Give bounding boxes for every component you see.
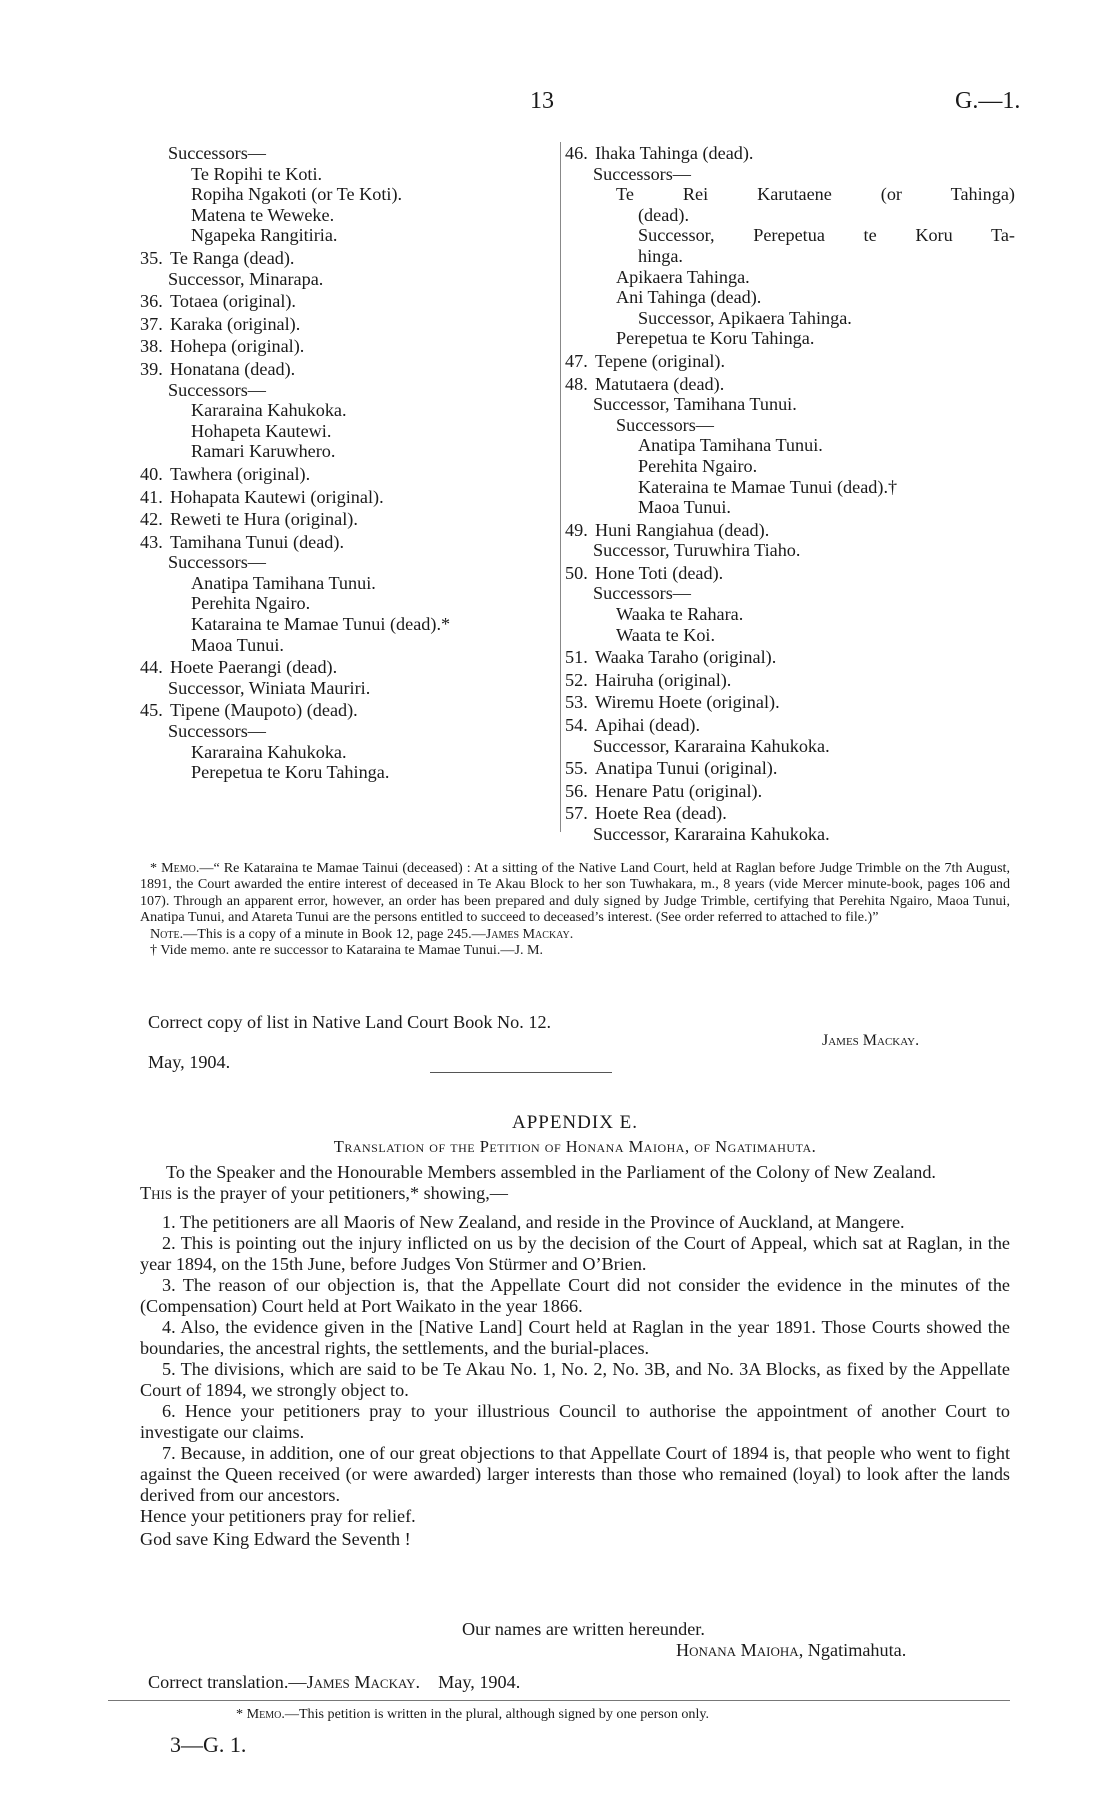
list-entry [140,532,560,553]
entry-number: 55. [565,758,588,779]
signatory-place: , Ngatimahuta. [798,1640,907,1660]
translation-line [148,1672,520,1693]
entry-number: 45. [140,700,163,721]
document-reference: G.—1. [955,88,1021,114]
list-entry [565,647,1015,668]
petition-footnote [236,1706,709,1723]
petition-body [140,1162,1010,1550]
list-subentry: Successor, Turuwhira Tiaho. [593,540,801,561]
note-signature: James Mackay. [485,925,574,942]
petition-paragraphs [140,1212,1010,1506]
signatory-line [676,1640,906,1661]
list-entry [140,700,560,721]
list-subentry: Successor, Kararaina Kahukoka. [593,735,830,756]
entry-text: Tamihana Tunui (dead). [170,531,345,552]
list-subentry: Perehita Ngairo. [638,455,758,476]
entry-text: Hone Toti (dead). [595,562,724,583]
entry-number: 56. [565,780,588,801]
list-entry [565,758,1015,779]
entry-number: 43. [140,531,163,552]
entry-text: Hohepa (original). [170,336,305,357]
list-entry [565,692,1015,713]
list-entry [565,715,1015,736]
list-subentry: Successors— [168,143,266,163]
entry-text: Matutaera (dead). [595,373,725,394]
list-subentry: Successor, Winiata Mauriri. [168,677,371,698]
list-entry [565,351,1015,372]
left-column-list [140,143,560,783]
list-subentry: Successor, Kararaina Kahukoka. [593,824,830,844]
list-subentry: hinga. [638,245,683,266]
entry-text: Hairuha (original). [595,669,732,690]
entry-number: 48. [565,373,588,394]
entry-text: Wiremu Hoete (original). [595,692,780,713]
list-entry [565,781,1015,802]
footnote-label: * Memo. [236,1706,285,1722]
entry-text: Tawhera (original). [170,463,311,484]
entry-text: Apihai (dead). [595,715,701,736]
petition-paragraph: 3. The reason of our objection is, that the Appellate Court did not consider the evidence in the minutes of the (Compensation) Court held at Port Waikato in the year 1866. [140,1275,1010,1316]
list-subentry: Successors— [168,379,266,400]
god-save-line: God save King Edward the Seventh ! [140,1529,411,1549]
list-entry [140,509,560,530]
list-subentry: Hohapeta Kautewi. [191,420,332,441]
petition-prayer [140,1183,1010,1204]
list-entry [565,670,1015,691]
petition-paragraph: 6. Hence your petitioners pray to your illustrious Council to authorise the appointment of another Court to investigate our claims. [140,1401,1010,1442]
petition-relief: Hence your petitioners pray for relief. [140,1506,416,1526]
entry-number: 38. [140,336,163,357]
entry-text: Reweti te Hura (original). [170,509,358,530]
list-entry [565,374,1015,395]
entry-number: 46. [565,143,588,163]
list-subentry: Kararaina Kahukoka. [191,741,347,762]
list-subentry: Successors— [168,721,266,742]
correct-copy-line: Correct copy of list in Native Land Court Book No. 12. [148,1012,552,1032]
memo-text: —“ Re Kataraina te Mamae Tainui (deceased) : At a sitting of the Native Land Court, held at Raglan before Judge Trimble on the 7th August, 1891, the Court awarded the entire interest of deceased in Te Akau Block to her son Tuwhakara, m., 8 years (vide Mercer minute-book, pages 106 and 107). Through an apparent error, however, an order has been prepared and duly signed by Judge Trimble, certifying that Perehita Ngairo, Maoa Tunui, Anatipa Tunui, and Atareta Tunui are the persons entitled to succeed to deceased’s interest. (See order referred to attached to file.)” [140,860,1010,926]
entry-number: 52. [565,669,588,690]
list-subentry: Successors— [593,583,691,604]
entry-text: Honatana (dead). [170,358,296,379]
list-subentry: (dead). [638,204,689,225]
entry-number: 41. [140,486,163,507]
entry-text: Huni Rangiahua (dead). [595,519,770,540]
list-subentry: Successor, Perepetua te Koru Ta- [638,225,1015,246]
list-entry [140,657,560,678]
footnote-rule [108,1700,1010,1701]
entry-text: Ihaka Tahinga (dead). [595,143,754,163]
translation-lead: Correct translation.— [148,1672,307,1692]
list-subentry: Ngapeka Rangitiria. [191,225,338,246]
page-number: 13 [530,88,554,114]
mackay-signature: James Mackay. [822,1032,920,1049]
entry-text: Totaea (original). [170,291,296,312]
memo-footnote [140,860,1010,958]
dagger-note: † Vide memo. ante re successor to Kataraina te Mamae Tunui.—J. M. [150,942,544,959]
entry-number: 54. [565,715,588,736]
page-footer-ref: 3—G. 1. [170,1732,247,1757]
entry-number: 44. [140,657,163,678]
list-subentry: Kararaina Kahukoka. [191,400,347,421]
petition-paragraph: 4. Also, the evidence given in the [Native Land] Court held at Raglan in the year 1891. Those Courts showed the boundaries, the ancestral rights, the settlements, and the burial-places. [140,1317,1010,1358]
petition-address: To the Speaker and the Honourable Members assembled in the Parliament of the Colony of New Zealand. [166,1162,936,1182]
entry-text: Anatipa Tunui (original). [595,758,778,779]
signatory-name: Honana Maioha [676,1640,799,1660]
list-subentry: Matena te Weweke. [191,204,335,225]
entry-text: Te Ranga (dead). [170,247,295,268]
list-subentry: Perepetua te Koru Tahinga. [191,762,390,783]
list-subentry: Waata te Koi. [616,624,716,645]
entry-number: 53. [565,692,588,713]
section-divider [430,1072,612,1073]
list-entry [140,359,560,380]
list-entry [140,291,560,312]
list-subentry: Ani Tahinga (dead). [616,287,762,308]
appendix-subtitle: Translation of the Petition of Honana Maioha, of Ngatimahuta. [333,1137,817,1156]
prayer-rest: is the prayer of your petitioners,* showing,— [172,1183,508,1203]
petition-paragraph: 5. The divisions, which are said to be Te Akau No. 1, No. 2, No. 3B, and No. 3A Blocks, as fixed by the Appellate Court of 1894, we strongly object to. [140,1359,1010,1400]
entry-number: 36. [140,291,163,312]
list-subentry: Maoa Tunui. [191,634,284,655]
translation-signature: James Mackay. [306,1672,421,1692]
entry-number: 47. [565,350,588,371]
list-date: May, 1904. [148,1052,231,1072]
entry-number: 42. [140,509,163,530]
entry-text: Hohapata Kautewi (original). [170,486,384,507]
entry-text: Karaka (original). [170,313,301,334]
entry-number: 57. [565,803,588,824]
entry-text: Hoete Paerangi (dead). [170,657,338,678]
entry-text: Henare Patu (original). [595,780,763,801]
note-text: —This is a copy of a minute in Book 12, page 245.— [183,925,486,942]
list-entry [565,563,1015,584]
entry-number: 35. [140,247,163,268]
list-subentry: Successor, Apikaera Tahinga. [638,307,852,328]
list-subentry: Successor, Tamihana Tunui. [593,394,797,415]
list-subentry: Kataraina te Mamae Tunui (dead).* [191,614,451,635]
petition-paragraph: 2. This is pointing out the injury inflicted on us by the decision of the Court of Appeal, which sat at Raglan, in the year 1894, on the 15th June, before Judges Von Stürmer and O’Brien. [140,1233,1010,1274]
entry-number: 39. [140,358,163,379]
memo-label: * Memo. [150,860,200,876]
entry-number: 40. [140,463,163,484]
petition-paragraph: 1. The petitioners are all Maoris of New Zealand, and reside in the Province of Auckland, at Mangere. [162,1212,905,1232]
footnote-text: —This petition is written in the plural, although signed by one person only. [284,1706,710,1722]
list-subentry: Apikaera Tahinga. [616,266,750,287]
entry-text: Hoete Rea (dead). [595,803,727,824]
list-subentry: Te Rei Karutaene (or Tahinga) [616,184,1015,205]
list-subentry: Anatipa Tamihana Tunui. [638,435,823,456]
list-subentry: Successor, Minarapa. [168,268,324,289]
list-entry [565,143,1015,164]
list-entry [140,487,560,508]
list-entry [140,464,560,485]
entry-number: 49. [565,519,588,540]
list-entry [140,248,560,269]
list-subentry: Te Ropihi te Koti. [191,163,323,184]
entry-number: 51. [565,647,588,668]
column-divider [560,142,561,832]
list-subentry: Perepetua te Koru Tahinga. [616,328,815,349]
entry-number: 37. [140,313,163,334]
entry-text: Tepene (original). [595,350,726,371]
list-entry [140,314,560,335]
list-subentry: Perehita Ngairo. [191,593,311,614]
list-entry [565,520,1015,541]
list-subentry: Ramari Karuwhero. [191,441,336,462]
right-column-list [565,143,1015,845]
list-subentry: Ropiha Ngakoti (or Te Koti). [191,184,403,205]
list-subentry: Kateraina te Mamae Tunui (dead).† [638,476,898,497]
list-subentry: Successors— [168,552,266,573]
list-subentry: Successors— [616,414,714,435]
translation-date: May, 1904. [438,1672,521,1692]
appendix-title: APPENDIX E. [511,1112,639,1133]
note-label: Note. [150,925,184,942]
list-subentry: Maoa Tunui. [638,497,731,518]
petition-paragraph: 7. Because, in addition, one of our great objections to that Appellate Court of 1894 is, that people who went to fight against the Queen received (or were awarded) larger interests than those who remained (loyal) to look after the lands derived from our ancestors. [140,1443,1010,1505]
list-subentry: Waaka te Rahara. [616,604,744,625]
entry-number: 50. [565,562,588,583]
list-entry [565,803,1015,824]
prayer-lead: This [140,1183,173,1203]
list-subentry: Anatipa Tamihana Tunui. [191,572,376,593]
entry-text: Waaka Taraho (original). [595,647,777,668]
names-line: Our names are written hereunder. [462,1619,705,1639]
entry-text: Tipene (Maupoto) (dead). [170,700,358,721]
list-subentry: Successors— [593,163,691,184]
list-entry [140,336,560,357]
